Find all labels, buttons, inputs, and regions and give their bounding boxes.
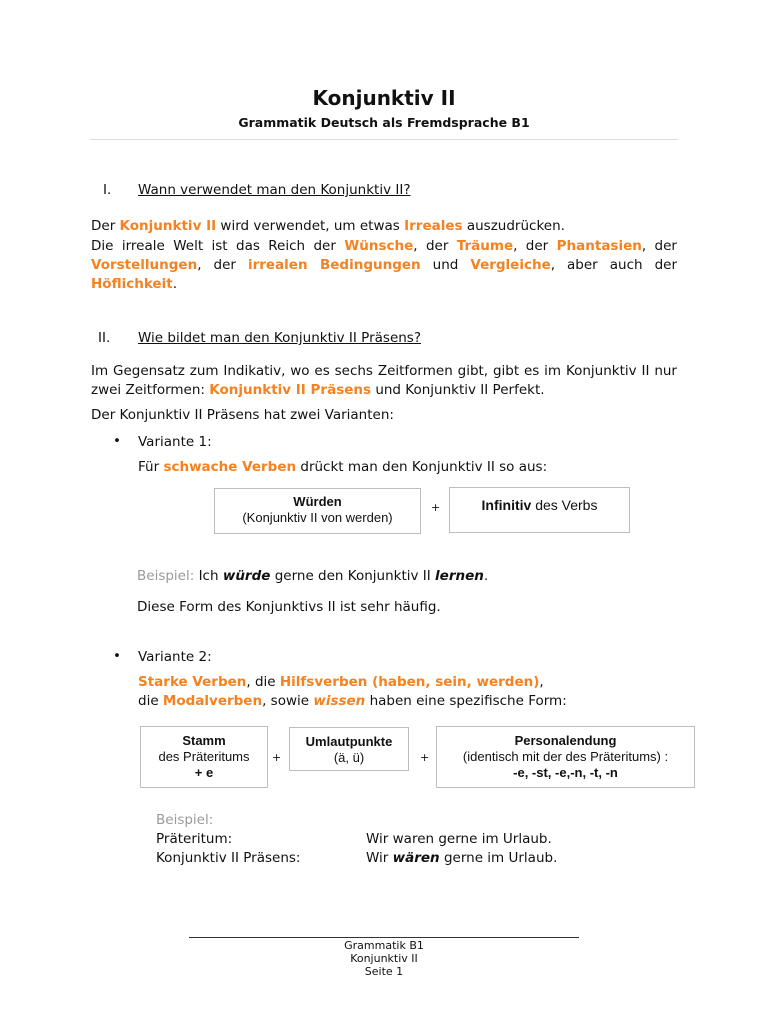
plus-sign: + [431, 501, 441, 514]
formula-box-infinitiv-bold: Infinitiv [481, 497, 532, 513]
page-subtitle: Grammatik Deutsch als Fremdsprache B1 [238, 115, 530, 130]
section1-heading: Wann verwendet man den Konjunktiv II? [138, 182, 411, 198]
bullet-icon: • [113, 433, 121, 449]
example-row1-label: Präteritum: [156, 831, 233, 847]
variant2-label: Variante 2: [138, 649, 212, 665]
variant2-example-label: Beispiel: [156, 812, 214, 828]
plus-sign: + [420, 751, 430, 764]
variant2-line1: Starke Verben, die Hilfsverben (haben, sein, werden), [138, 674, 544, 690]
formula-box-stamm: Stamm des Präteritums + e [140, 726, 268, 788]
example-row2-value: Wir wären gerne im Urlaub. [366, 850, 558, 866]
section2-paragraph1: Im Gegensatz zum Indikativ, wo es sechs Zeitformen gibt, gibt es im Konjunktiv II nur zwei Zeitformen: Konjunktiv II Präsens und Konjunktiv II Perfekt. [91, 363, 677, 398]
plus-sign: + [272, 751, 282, 764]
footer [0, 939, 768, 978]
formula-box-infinitiv: Infinitiv des Verbs [449, 487, 630, 533]
section2-heading: Wie bildet man den Konjunktiv II Präsens? [138, 330, 421, 346]
section1-paragraph2: Die irreale Welt ist das Reich der Wünsche, der Träume, der Phantasien, der Vorstellungen, der irrealen Bedingungen und Vergleiche, aber auch der Höflichkeit. [91, 238, 677, 292]
formula-box-personalendung: Personalendung (identisch mit der des Präteritums) : -e, -st, -e,-n, -t, -n [436, 726, 695, 788]
formula-box-wuerden-sub: (Konjunktiv II von werden) [242, 510, 393, 525]
footer-divider [189, 937, 579, 938]
section2-paragraph2: Der Konjunktiv II Präsens hat zwei Varianten: [91, 407, 394, 423]
formula-box-umlautpunkte: Umlautpunkte (ä, ü) [289, 727, 409, 771]
section1-paragraph1: Der Konjunktiv II wird verwendet, um etwas Irreales auszudrücken. [91, 218, 565, 234]
footer-line2: Konjunktiv II [350, 952, 418, 965]
section1-number: I. [103, 182, 112, 198]
example-row2-label: Konjunktiv II Präsens: [156, 850, 301, 866]
header-divider [90, 139, 678, 140]
variant1-example: Beispiel: Ich würde gerne den Konjunktiv II lernen. [137, 568, 489, 584]
example-row1-value: Wir waren gerne im Urlaub. [366, 831, 552, 847]
bullet-icon: • [113, 648, 121, 664]
variant1-label: Variante 1: [138, 434, 212, 450]
footer-page-number: Seite 1 [364, 965, 404, 978]
section2-number: II. [98, 330, 111, 346]
formula-box-wuerden-title: Würden [293, 494, 342, 509]
footer-line1: Grammatik B1 [344, 939, 424, 952]
variant1-intro: Für schwache Verben drückt man den Konjunktiv II so aus: [138, 459, 548, 475]
formula-box-wuerden [214, 488, 421, 534]
variant1-note: Diese Form des Konjunktivs II ist sehr häufig. [137, 599, 441, 615]
page-title: Konjunktiv II [312, 86, 456, 110]
variant2-line2: die Modalverben, sowie wissen haben eine spezifische Form: [138, 693, 567, 709]
